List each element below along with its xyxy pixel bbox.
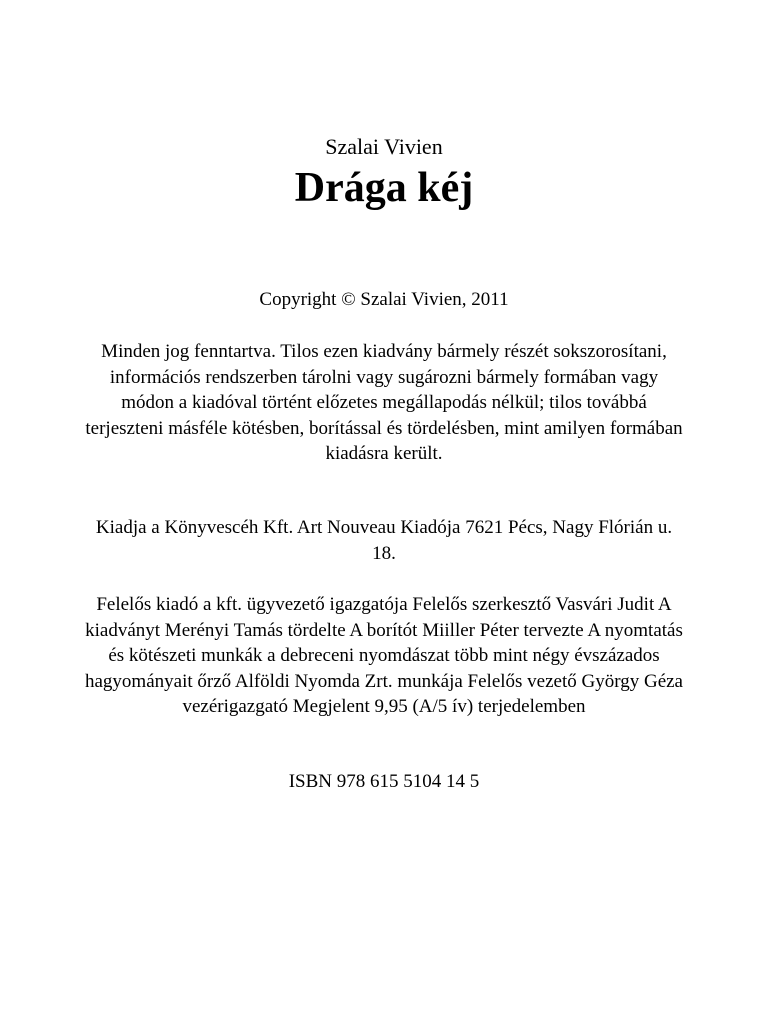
publisher-info: Kiadja a Könyvescéh Kft. Art Nouveau Kiadója 7621 Pécs, Nagy Flórián u. 18.: [95, 517, 673, 564]
book-title: Drága kéj: [294, 165, 474, 211]
rights-notice: Minden jog fenntartva. Tilos ezen kiadvány bármely részét sokszorosítani, információs rendszerben tárolni vagy sugározni bármely formában vagy módon a kiadóval történt előzetes megállapodás nélkül; tilos továbbá terjeszteni másféle kötésben, borítással és tördelésben, mint amilyen formában kiadásra került.: [85, 341, 683, 464]
author-name: Szalai Vivien: [325, 134, 443, 159]
isbn-line: ISBN 978 615 5104 14 5: [288, 771, 480, 792]
credits-info: Felelős kiadó a kft. ügyvezető igazgatója Felelős szerkesztő Vasvári Judit A kiadványt Merényi Tamás tördelte A borítót Miiller Péter tervezte A nyomtatás és kötészeti munkák a debreceni nyomdászat több mint négy évszázados hagyományait őrző Alföldi Nyomda Zrt. munkája Felelős vezető György Géza vezérigazgató Megjelent 9,95 (A/5 ív) terjedelemben: [85, 594, 683, 717]
copyright-line: Copyright © Szalai Vivien, 2011: [259, 289, 509, 310]
